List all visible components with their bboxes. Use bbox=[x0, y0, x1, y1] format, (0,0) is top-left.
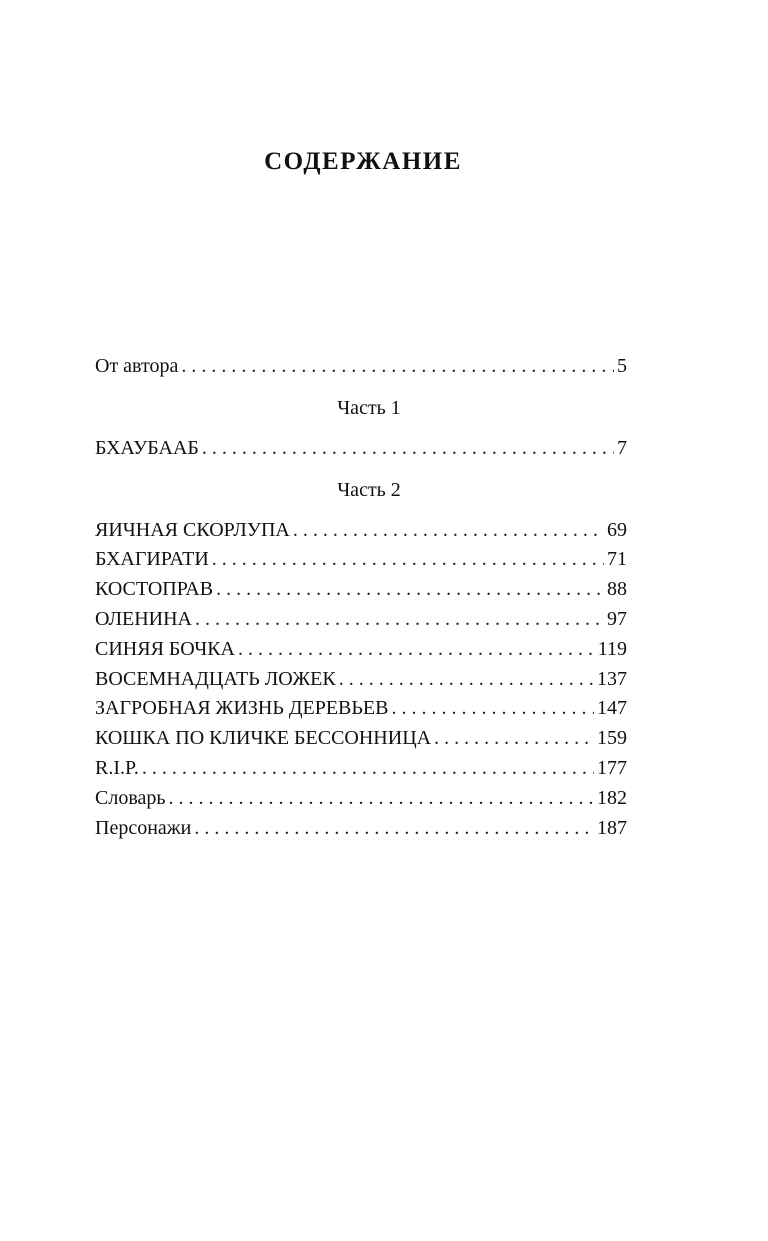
toc-entry-page: 119 bbox=[597, 637, 627, 660]
toc-entry-page: 159 bbox=[597, 727, 627, 750]
toc-entry-title: ЯИЧНАЯ СКОРЛУПА bbox=[95, 518, 290, 541]
dot-leader bbox=[238, 635, 595, 665]
toc-entry-title: ОЛЕНИНА bbox=[95, 607, 193, 630]
dot-leader bbox=[142, 754, 594, 784]
dot-leader bbox=[216, 575, 604, 605]
toc-entry-page: 71 bbox=[607, 548, 627, 571]
toc-entry-page: 177 bbox=[597, 756, 627, 779]
toc-entry-page: 88 bbox=[607, 578, 627, 601]
toc-entry-title: Персонажи bbox=[95, 816, 192, 839]
toc-entry[interactable] bbox=[95, 754, 627, 784]
toc-entry-page: 187 bbox=[597, 816, 627, 839]
part-heading-1: Часть 1 bbox=[337, 396, 401, 419]
toc-entry-page: 137 bbox=[597, 667, 627, 690]
toc-entry-title: СИНЯЯ БОЧКА bbox=[95, 637, 235, 660]
toc-entry-title: БХАУБААБ bbox=[95, 436, 199, 459]
dot-leader bbox=[194, 814, 594, 844]
toc-entry-title: Словарь bbox=[95, 786, 166, 809]
dot-leader bbox=[181, 352, 614, 382]
toc-entry-title: От автора bbox=[95, 355, 179, 377]
toc-entry-intro[interactable] bbox=[95, 352, 627, 382]
toc-entry[interactable] bbox=[95, 694, 627, 724]
toc-entry[interactable] bbox=[95, 605, 627, 635]
toc-entry-page: 69 bbox=[607, 518, 627, 541]
toc-entry-title: БХАГИРАТИ bbox=[95, 548, 209, 571]
dot-leader bbox=[434, 724, 594, 754]
dot-leader bbox=[169, 784, 595, 814]
toc-entry-title: КОСТОПРАВ bbox=[95, 578, 214, 601]
toc-entry-page: 147 bbox=[597, 697, 627, 720]
toc-entry-page: 5 bbox=[617, 355, 627, 377]
dot-leader bbox=[339, 665, 594, 695]
dot-leader bbox=[212, 545, 604, 575]
dot-leader bbox=[202, 434, 614, 464]
toc-entry[interactable] bbox=[95, 545, 627, 575]
toc-entry[interactable] bbox=[95, 665, 627, 695]
toc-entry[interactable] bbox=[95, 434, 627, 464]
dot-leader bbox=[293, 516, 604, 546]
toc-entry-title: КОШКА ПО КЛИЧКЕ БЕССОННИЦА bbox=[95, 727, 432, 750]
toc-entry-title: ВОСЕМНАДЦАТЬ ЛОЖЕК bbox=[95, 667, 336, 690]
page-title: СОДЕРЖАНИЕ bbox=[264, 148, 462, 175]
toc-entry[interactable] bbox=[95, 784, 627, 814]
toc-entry-title: R.I.P. bbox=[95, 756, 139, 779]
dot-leader bbox=[195, 605, 604, 635]
toc-entry[interactable] bbox=[95, 575, 627, 605]
toc-entry-page: 182 bbox=[597, 786, 627, 809]
toc-entry[interactable] bbox=[95, 516, 627, 546]
dot-leader bbox=[391, 694, 594, 724]
toc-entry[interactable] bbox=[95, 814, 627, 844]
part-heading-2: Часть 2 bbox=[337, 478, 401, 501]
toc-entry-page: 97 bbox=[607, 607, 627, 630]
toc-entry[interactable] bbox=[95, 724, 627, 754]
toc-entry[interactable] bbox=[95, 635, 627, 665]
table-of-contents bbox=[95, 352, 627, 843]
toc-entry-page: 7 bbox=[617, 436, 627, 459]
toc-entry-title: ЗАГРОБНАЯ ЖИЗНЬ ДЕРЕВЬЕВ bbox=[95, 697, 389, 720]
